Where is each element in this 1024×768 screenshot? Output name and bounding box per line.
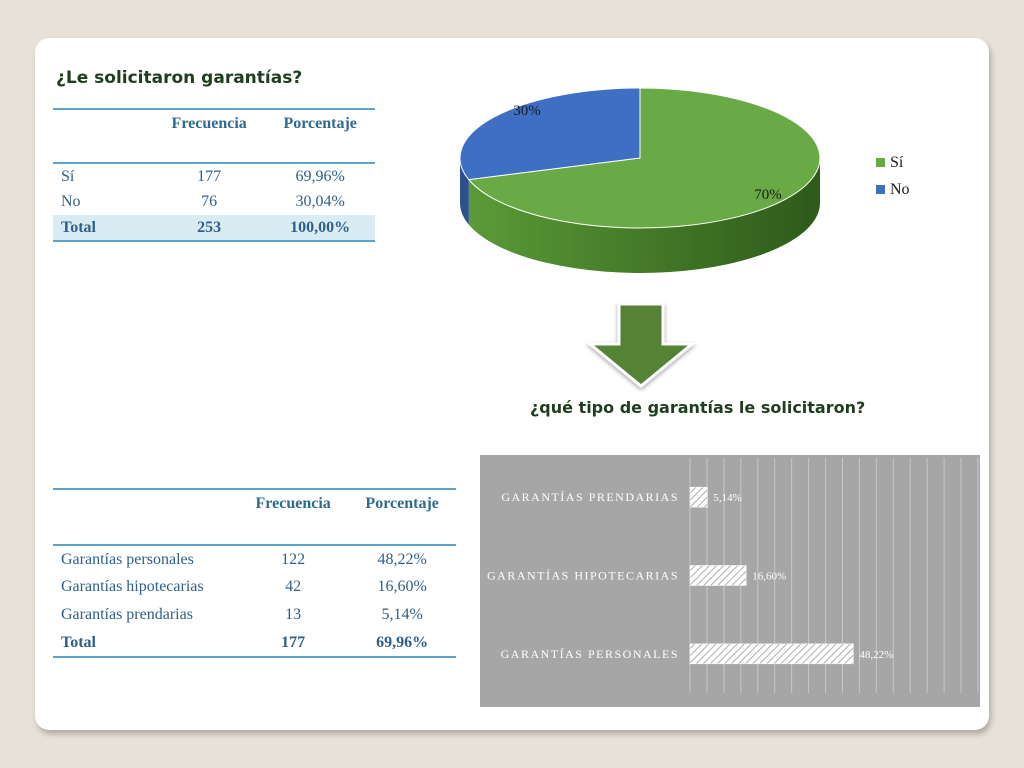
table1-total-label: Total xyxy=(61,218,96,236)
table1-header-blank xyxy=(53,109,153,137)
chart2-title: ¿qué tipo de garantías le solicitaron? xyxy=(530,398,866,417)
table1-row-pct: 69,96% xyxy=(295,167,345,185)
table1-header-percentage: Porcentaje xyxy=(283,114,357,132)
bar-category-label: GARANTÍAS PERSONALES xyxy=(500,646,679,661)
legend-label: Sí xyxy=(890,154,904,171)
table-guarantees-requested xyxy=(53,108,375,242)
bar-chart xyxy=(480,455,980,707)
table2-row-label: Garantías hipotecarias xyxy=(61,578,204,595)
table1-row-pct: 30,04% xyxy=(295,193,345,210)
pie-chart xyxy=(450,70,930,290)
table2-row-pct: 48,22% xyxy=(377,550,427,568)
table1-row-freq: 76 xyxy=(201,193,218,210)
table2-header-frequency: Frecuencia xyxy=(255,494,331,512)
table-row xyxy=(53,163,375,189)
table1-title: ¿Le solicitaron garantías? xyxy=(56,68,303,88)
legend-swatch xyxy=(876,158,885,167)
table2-header-percentage: Porcentaje xyxy=(365,494,439,512)
table2-total-row xyxy=(53,629,456,657)
table1-row-label: No xyxy=(61,193,81,210)
table-guarantee-types xyxy=(53,488,456,658)
table2-row-freq: 13 xyxy=(285,606,302,623)
table2-row-label: Garantías personales xyxy=(61,550,194,568)
bar-data-label: 48,22% xyxy=(859,648,894,661)
table1-header-frequency: Frecuencia xyxy=(171,114,247,132)
table2-total-freq: 177 xyxy=(281,633,306,651)
legend-swatch xyxy=(876,185,885,194)
pie-data-label: 30% xyxy=(513,103,541,119)
table2-total-pct: 69,96% xyxy=(376,633,429,651)
table2-row-pct: 16,60% xyxy=(377,578,427,595)
table1-total-freq: 253 xyxy=(197,218,222,236)
bar xyxy=(690,487,707,507)
bar-category-label: GARANTÍAS PRENDARIAS xyxy=(501,490,679,505)
table1-row-freq: 177 xyxy=(197,167,222,185)
table1-row-label: Sí xyxy=(61,167,75,185)
table-row xyxy=(53,573,456,601)
table2-header-blank xyxy=(53,489,238,517)
legend-label: No xyxy=(890,181,910,198)
bar-data-label: 16,60% xyxy=(752,570,787,583)
table1-spacer xyxy=(53,137,375,163)
table2-row-freq: 42 xyxy=(285,578,302,595)
bar-data-label: 5,14% xyxy=(713,492,742,505)
table2-row-freq: 122 xyxy=(281,550,306,568)
table-row xyxy=(53,601,456,629)
table1-total-pct: 100,00% xyxy=(290,218,351,236)
table2-row-label: Garantías prendarias xyxy=(61,606,193,623)
table1-total-row xyxy=(53,215,375,241)
bar xyxy=(690,644,853,664)
down-arrow-icon xyxy=(582,302,702,392)
bar-category-label: GARANTÍAS HIPOTECARIAS xyxy=(486,568,679,583)
table2-total-label: Total xyxy=(61,633,96,651)
pie-data-label: 70% xyxy=(754,187,782,203)
table2-row-pct: 5,14% xyxy=(381,606,423,623)
bar xyxy=(690,566,746,586)
table2-spacer xyxy=(53,517,456,545)
table-row xyxy=(53,189,375,215)
table-row xyxy=(53,545,456,573)
